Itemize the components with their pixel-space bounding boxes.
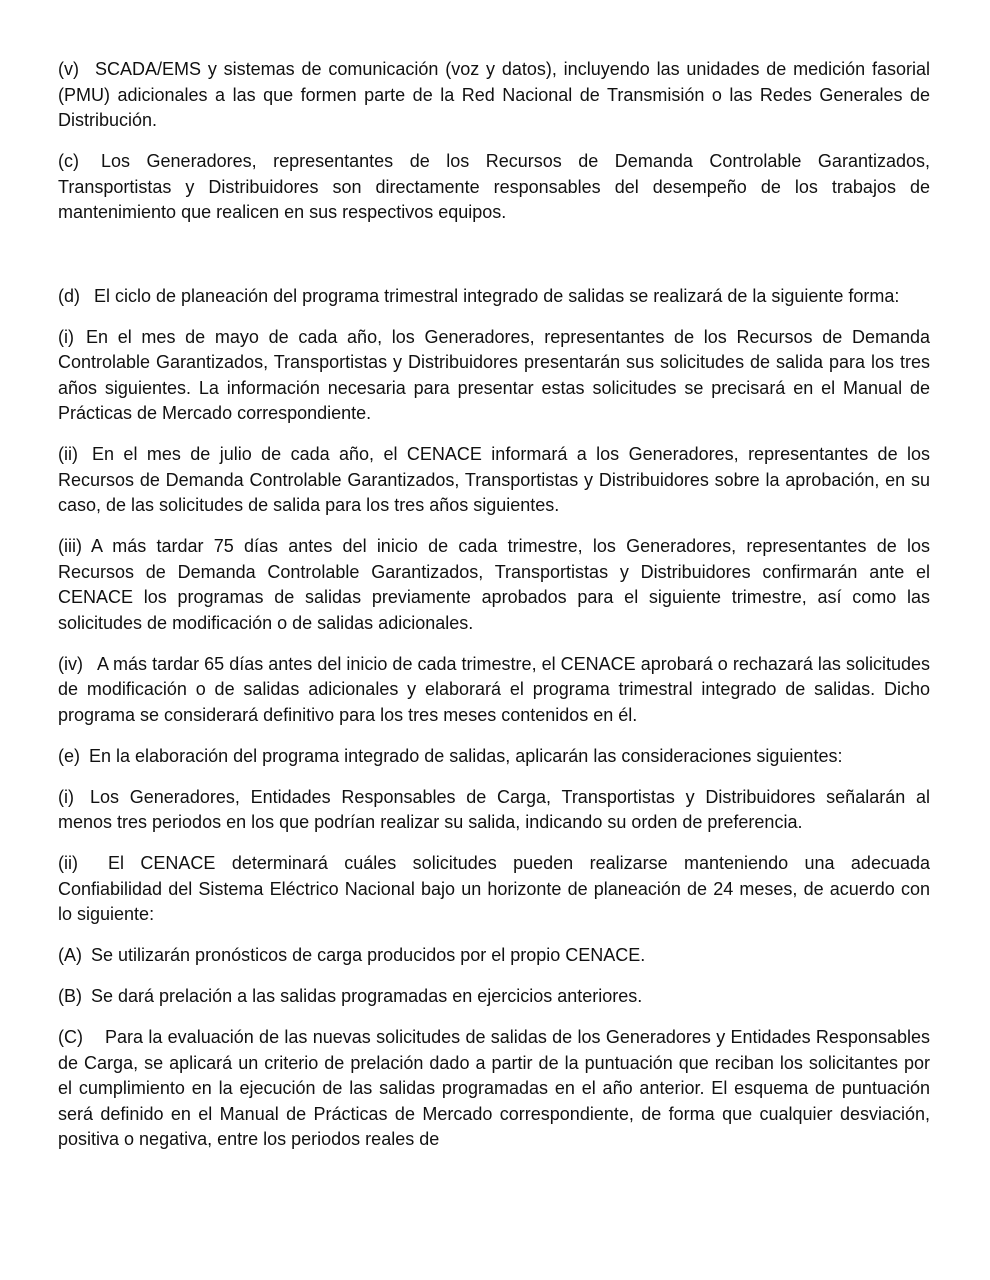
paragraph-label: (iii): [58, 536, 82, 556]
paragraph-text: Se dará prelación a las salidas programadas en ejercicios anteriores.: [91, 986, 643, 1006]
paragraph-text: En el mes de julio de cada año, el CENACE informará a los Generadores, representantes de los Recursos de Demanda Controlable Garantizados, Transportistas y Distribuidores sobre la aprobación, en su caso, de las solicitudes de salida para los tres años siguientes.: [58, 444, 930, 515]
paragraph-d-iii: [58, 534, 930, 636]
paragraph-label: (d): [58, 285, 80, 306]
paragraph-text: En la elaboración del programa integrado de salidas, aplicarán las consideraciones siguientes:: [89, 745, 843, 766]
paragraph-text: En el mes de mayo de cada año, los Generadores, representantes de los Recursos de Demanda Controlable Garantizados, Transportistas y Distribuidores presentarán sus solicitudes de salida para los tres años siguientes. La información necesaria para presentar estas solicitudes se precisará en el Manual de Prácticas de Mercado correspondiente.: [58, 326, 930, 423]
paragraph-text: A más tardar 75 días antes del inicio de cada trimestre, los Generadores, representantes de los Recursos de Demanda Controlable Garantizados, Transportistas y Distribuidores confirmarán ante el CENACE los programas de salidas previamente aprobados para el siguiente trimestre, así como las solicitudes de modificación o de salidas adicionales.: [58, 536, 930, 633]
paragraph-label: (v): [58, 59, 79, 79]
paragraph-e: [58, 744, 930, 770]
paragraph-label: (B): [58, 986, 82, 1006]
paragraph-label: (e): [58, 745, 80, 766]
paragraph-c: [58, 149, 930, 226]
paragraph-label: (iv): [58, 653, 83, 674]
paragraph-text: A más tardar 65 días antes del inicio de cada trimestre, el CENACE aprobará o rechazará las solicitudes de modificación o de salidas adicionales y elaborará el programa trimestral integrado de salidas. Dicho programa se considerará definitivo para los tres meses contenidos en él.: [58, 653, 930, 725]
paragraph-label: (c): [58, 151, 79, 171]
paragraph-text: Los Generadores, Entidades Responsables de Carga, Transportistas y Distribuidores señalarán al menos tres periodos en los que podrían realizar su salida, indicando su orden de preferencia.: [58, 786, 930, 832]
paragraph-label: (i): [58, 786, 74, 807]
paragraph-e-ii: [58, 851, 930, 928]
document-page: [58, 57, 930, 1168]
paragraph-text: El ciclo de planeación del programa trimestral integrado de salidas se realizará de la siguiente forma:: [94, 285, 900, 306]
paragraph-text: Para la evaluación de las nuevas solicitudes de salidas de los Generadores y Entidades Responsables de Carga, se aplicará un criterio de prelación dado a partir de la puntuación que reciban los solicitantes por el cumplimiento en la ejecución de las salidas programadas en el año anterior. El esquema de puntuación será definido en el Manual de Prácticas de Mercado correspondiente, de forma que cualquier desviación, positiva o negativa, entre los periodos reales de: [58, 1027, 930, 1149]
paragraph-label: (ii): [58, 853, 78, 873]
paragraph-text: El CENACE determinará cuáles solicitudes pueden realizarse manteniendo una adecuada Confiabilidad del Sistema Eléctrico Nacional bajo un horizonte de planeación de 24 meses, de acuerdo con lo siguiente:: [58, 853, 930, 924]
paragraph-label: (i): [58, 326, 74, 347]
paragraph-label: (ii): [58, 444, 78, 464]
paragraph-label: (A): [58, 945, 82, 965]
paragraph-C: [58, 1025, 930, 1153]
paragraph-e-i: [58, 785, 930, 836]
paragraph-d: [58, 284, 930, 310]
paragraph-d-ii: [58, 442, 930, 519]
paragraph-v: [58, 57, 930, 134]
paragraph-d-i: [58, 325, 930, 427]
paragraph-text: SCADA/EMS y sistemas de comunicación (voz y datos), incluyendo las unidades de medición fasorial (PMU) adicionales a las que formen parte de la Red Nacional de Transmisión o las Redes Generales de Distribución.: [58, 59, 930, 130]
paragraph-B: [58, 984, 930, 1010]
paragraph-A: [58, 943, 930, 969]
paragraph-label: (C): [58, 1027, 83, 1047]
paragraph-text: Los Generadores, representantes de los Recursos de Demanda Controlable Garantizados, Transportistas y Distribuidores son directamente responsables del desempeño de los trabajos de mantenimiento que realicen en sus respectivos equipos.: [58, 151, 930, 222]
paragraph-text: Se utilizarán pronósticos de carga producidos por el propio CENACE.: [91, 945, 646, 965]
paragraph-d-iv: [58, 652, 930, 729]
